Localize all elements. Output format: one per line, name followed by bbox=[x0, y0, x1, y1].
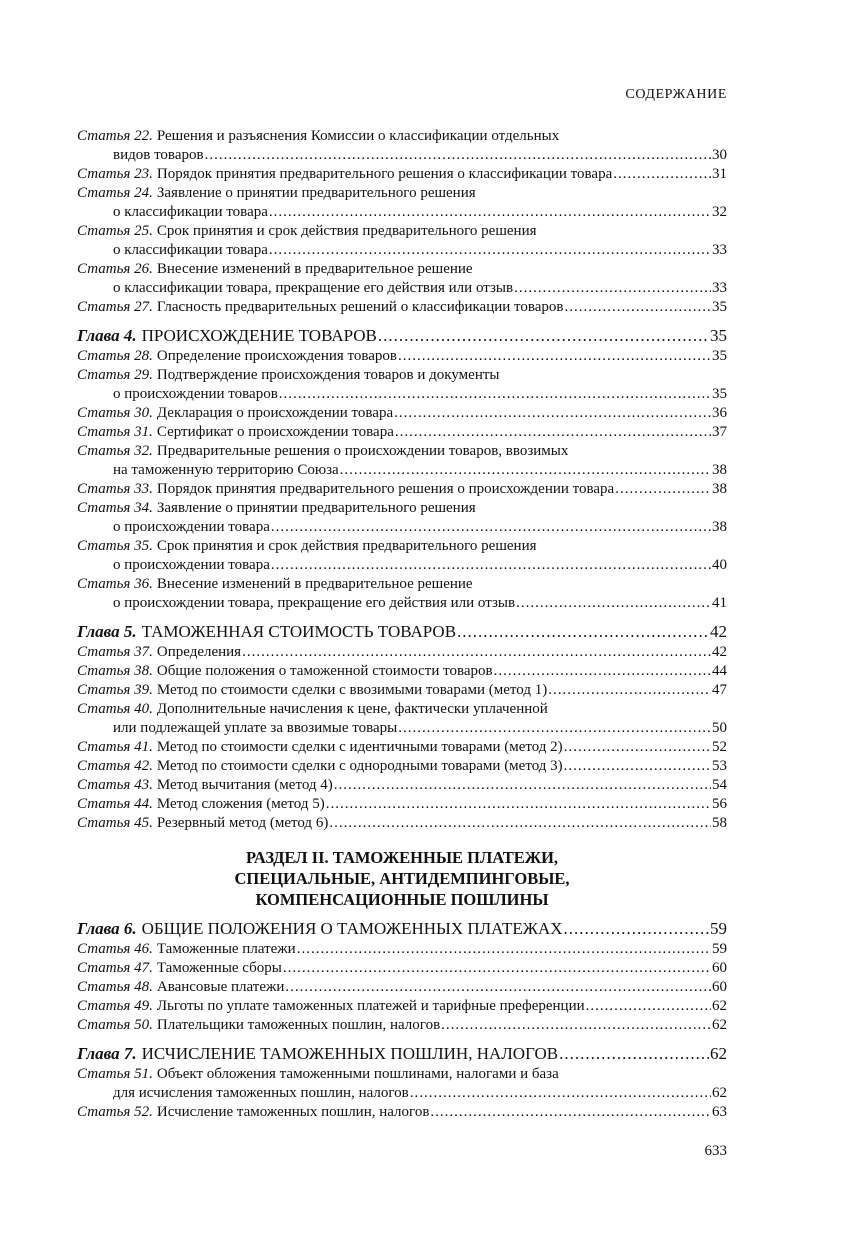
entry-line bbox=[77, 700, 727, 719]
dot-leader bbox=[559, 1043, 709, 1065]
article-label: Статья 26. bbox=[77, 261, 153, 277]
article-label: Статья 34. bbox=[77, 500, 153, 516]
entry-title: Метод по стоимости сделки с ввозимыми товарами (метод 1) bbox=[156, 682, 548, 698]
article-entry bbox=[77, 662, 727, 681]
chapter-entry bbox=[77, 1043, 727, 1065]
entry-title: Таможенные сборы bbox=[156, 960, 282, 976]
entry-line bbox=[77, 681, 727, 700]
dot-leader bbox=[297, 940, 711, 959]
entry-title: Предварительные решения о происхождении товаров, ввозимых bbox=[156, 443, 569, 459]
entry-page-number: 42 bbox=[710, 622, 727, 641]
article-label: Статья 31. bbox=[77, 424, 153, 440]
entry-title: Метод по стоимости сделки с однородными товарами (метод 3) bbox=[156, 758, 563, 774]
dot-leader bbox=[329, 814, 711, 833]
entry-title: Сертификат о происхождении товара bbox=[156, 424, 394, 440]
entry-title: Гласность предварительных решений о классификации товаров bbox=[156, 299, 564, 315]
entry-title: о происхождении товара bbox=[113, 557, 270, 573]
entry-line bbox=[77, 575, 727, 594]
entry-title: Льготы по уплате таможенных платежей и тарифные преференции bbox=[156, 998, 585, 1014]
dot-leader bbox=[285, 978, 711, 997]
article-entry bbox=[77, 298, 727, 317]
entry-page-number: 36 bbox=[712, 405, 727, 421]
article-entry bbox=[77, 184, 727, 222]
entry-line bbox=[77, 1084, 727, 1103]
entry-page-number: 53 bbox=[712, 758, 727, 774]
entry-line bbox=[77, 662, 727, 681]
article-label: Статья 36. bbox=[77, 576, 153, 592]
dot-leader bbox=[548, 681, 711, 700]
entry-title: Дополнительные начисления к цене, фактически уплаченной bbox=[156, 701, 548, 717]
dot-leader bbox=[269, 203, 711, 222]
entry-page-number: 58 bbox=[712, 815, 727, 831]
article-entry bbox=[77, 1103, 727, 1122]
entry-title: ОБЩИЕ ПОЛОЖЕНИЯ О ТАМОЖЕННЫХ ПЛАТЕЖАХ bbox=[141, 919, 563, 938]
entry-page-number: 60 bbox=[712, 979, 727, 995]
article-label: Статья 25. bbox=[77, 223, 153, 239]
entry-line bbox=[77, 621, 727, 643]
entry-page-number: 35 bbox=[710, 326, 727, 345]
entry-page-number: 30 bbox=[712, 147, 727, 163]
entry-line bbox=[77, 146, 727, 165]
dot-leader bbox=[514, 279, 711, 298]
entry-page-number: 52 bbox=[712, 739, 727, 755]
entry-page-number: 50 bbox=[712, 720, 727, 736]
entry-line bbox=[77, 1016, 727, 1035]
article-entry bbox=[77, 127, 727, 165]
entry-title: Порядок принятия предварительного решения о происхождении товара bbox=[156, 481, 615, 497]
article-entry bbox=[77, 940, 727, 959]
entry-line bbox=[77, 404, 727, 423]
entry-line bbox=[77, 165, 727, 184]
entry-page-number: 59 bbox=[710, 919, 727, 938]
entry-line bbox=[77, 795, 727, 814]
article-entry bbox=[77, 260, 727, 298]
entry-page-number: 41 bbox=[712, 595, 727, 611]
entry-line bbox=[77, 279, 727, 298]
dot-leader bbox=[205, 146, 711, 165]
entry-title: Определения bbox=[156, 644, 242, 660]
dot-leader bbox=[398, 347, 711, 366]
article-label: Статья 29. bbox=[77, 367, 153, 383]
entry-title: Авансовые платежи bbox=[156, 979, 285, 995]
entry-line bbox=[77, 222, 727, 241]
entry-line bbox=[77, 241, 727, 260]
entry-line bbox=[77, 940, 727, 959]
entry-line bbox=[77, 423, 727, 442]
entry-line bbox=[77, 719, 727, 738]
entry-title: Срок принятия и срок действия предварительного решения bbox=[156, 223, 537, 239]
entry-page-number: 40 bbox=[712, 557, 727, 573]
article-label: Статья 49. bbox=[77, 998, 153, 1014]
article-entry bbox=[77, 366, 727, 404]
entry-page-number: 62 bbox=[712, 1085, 727, 1101]
article-entry bbox=[77, 738, 727, 757]
article-entry bbox=[77, 537, 727, 575]
article-label: Статья 40. bbox=[77, 701, 153, 717]
entry-title: ИСЧИСЛЕНИЕ ТАМОЖЕННЫХ ПОШЛИН, НАЛОГОВ bbox=[141, 1044, 559, 1063]
entry-line bbox=[77, 127, 727, 146]
chapter-label: Глава 5. bbox=[77, 622, 137, 641]
entry-line bbox=[77, 325, 727, 347]
dot-leader bbox=[615, 480, 711, 499]
entry-line bbox=[77, 643, 727, 662]
article-label: Статья 27. bbox=[77, 299, 153, 315]
article-label: Статья 30. bbox=[77, 405, 153, 421]
dot-leader bbox=[279, 385, 711, 404]
section-heading bbox=[77, 847, 727, 910]
chapter-label: Глава 6. bbox=[77, 919, 137, 938]
dot-leader bbox=[340, 461, 711, 480]
entry-page-number: 35 bbox=[712, 348, 727, 364]
article-label: Статья 28. bbox=[77, 348, 153, 364]
entry-line bbox=[77, 776, 727, 795]
dot-leader bbox=[395, 423, 711, 442]
entry-title: Заявление о принятии предварительного решения bbox=[156, 185, 476, 201]
article-entry bbox=[77, 404, 727, 423]
dot-leader bbox=[586, 997, 711, 1016]
article-label: Статья 35. bbox=[77, 538, 153, 554]
entry-page-number: 32 bbox=[712, 204, 727, 220]
entry-line bbox=[77, 738, 727, 757]
entry-title: Подтверждение происхождения товаров и документы bbox=[156, 367, 500, 383]
entry-line bbox=[77, 757, 727, 776]
entry-line bbox=[77, 385, 727, 404]
entry-title: ТАМОЖЕННАЯ СТОИМОСТЬ ТОВАРОВ bbox=[141, 622, 457, 641]
dot-leader bbox=[516, 594, 711, 613]
entry-page-number: 60 bbox=[712, 960, 727, 976]
entry-title: Срок принятия и срок действия предварительного решения bbox=[156, 538, 537, 554]
dot-leader bbox=[565, 298, 711, 317]
entry-page-number: 35 bbox=[712, 386, 727, 402]
chapter-label: Глава 7. bbox=[77, 1044, 137, 1063]
entry-line bbox=[77, 347, 727, 366]
entry-line bbox=[77, 556, 727, 575]
entry-title: Метод по стоимости сделки с идентичными товарами (метод 2) bbox=[156, 739, 563, 755]
running-head: СОДЕРЖАНИЕ bbox=[625, 87, 727, 102]
dot-leader bbox=[613, 165, 711, 184]
entry-page-number: 56 bbox=[712, 796, 727, 812]
article-entry bbox=[77, 997, 727, 1016]
entry-title: Общие положения о таможенной стоимости товаров bbox=[156, 663, 493, 679]
entry-page-number: 38 bbox=[712, 481, 727, 497]
article-label: Статья 43. bbox=[77, 777, 153, 793]
entry-line bbox=[77, 1103, 727, 1122]
chapter-label: Глава 4. bbox=[77, 326, 137, 345]
dot-leader bbox=[269, 241, 711, 260]
dot-leader bbox=[398, 719, 711, 738]
article-entry bbox=[77, 757, 727, 776]
entry-title: Порядок принятия предварительного решения о классификации товара bbox=[156, 166, 613, 182]
dot-leader bbox=[283, 959, 711, 978]
article-label: Статья 24. bbox=[77, 185, 153, 201]
article-label: Статья 39. bbox=[77, 682, 153, 698]
article-label: Статья 51. bbox=[77, 1066, 153, 1082]
article-entry bbox=[77, 423, 727, 442]
section-heading-line: КОМПЕНСАЦИОННЫЕ ПОШЛИНЫ bbox=[255, 890, 549, 909]
entry-line bbox=[77, 298, 727, 317]
article-entry bbox=[77, 165, 727, 184]
table-of-contents bbox=[77, 127, 727, 1122]
entry-title: Определение происхождения товаров bbox=[156, 348, 397, 364]
dot-leader bbox=[457, 621, 709, 643]
entry-page-number: 59 bbox=[712, 941, 727, 957]
entry-line bbox=[77, 366, 727, 385]
dot-leader bbox=[326, 795, 711, 814]
dot-leader bbox=[394, 404, 711, 423]
entry-title: или подлежащей уплате за ввозимые товары bbox=[113, 720, 398, 736]
entry-line bbox=[77, 997, 727, 1016]
article-entry bbox=[77, 643, 727, 662]
entry-line bbox=[77, 1043, 727, 1065]
article-entry bbox=[77, 347, 727, 366]
entry-page-number: 31 bbox=[712, 166, 727, 182]
article-label: Статья 47. bbox=[77, 960, 153, 976]
entry-page-number: 35 bbox=[712, 299, 727, 315]
entry-page-number: 33 bbox=[712, 242, 727, 258]
entry-line bbox=[77, 442, 727, 461]
dot-leader bbox=[441, 1016, 711, 1035]
article-label: Статья 41. bbox=[77, 739, 153, 755]
chapter-entry bbox=[77, 325, 727, 347]
article-label: Статья 48. bbox=[77, 979, 153, 995]
dot-leader bbox=[564, 918, 709, 940]
dot-leader bbox=[271, 556, 711, 575]
article-label: Статья 37. bbox=[77, 644, 153, 660]
entry-title: о классификации товара bbox=[113, 204, 268, 220]
article-entry bbox=[77, 959, 727, 978]
entry-page-number: 37 bbox=[712, 424, 727, 440]
entry-title: Объект обложения таможенными пошлинами, налогами и база bbox=[156, 1066, 559, 1082]
chapter-entry bbox=[77, 621, 727, 643]
entry-line bbox=[77, 1065, 727, 1084]
entry-page-number: 33 bbox=[712, 280, 727, 296]
article-label: Статья 44. bbox=[77, 796, 153, 812]
entry-line bbox=[77, 978, 727, 997]
article-entry bbox=[77, 700, 727, 738]
entry-line bbox=[77, 518, 727, 537]
entry-line bbox=[77, 537, 727, 556]
dot-leader bbox=[430, 1103, 711, 1122]
entry-page-number: 47 bbox=[712, 682, 727, 698]
dot-leader bbox=[271, 518, 711, 537]
dot-leader bbox=[378, 325, 709, 347]
article-label: Статья 52. bbox=[77, 1104, 153, 1120]
article-entry bbox=[77, 681, 727, 700]
article-label: Статья 42. bbox=[77, 758, 153, 774]
entry-line bbox=[77, 203, 727, 222]
article-entry bbox=[77, 499, 727, 537]
entry-page-number: 38 bbox=[712, 462, 727, 478]
entry-title: Внесение изменений в предварительное решение bbox=[156, 576, 473, 592]
article-label: Статья 45. bbox=[77, 815, 153, 831]
article-label: Статья 23. bbox=[77, 166, 153, 182]
entry-line bbox=[77, 260, 727, 279]
article-label: Статья 32. bbox=[77, 443, 153, 459]
entry-title: видов товаров bbox=[113, 147, 204, 163]
entry-title: Таможенные платежи bbox=[156, 941, 296, 957]
article-label: Статья 46. bbox=[77, 941, 153, 957]
section-heading-line: РАЗДЕЛ II. ТАМОЖЕННЫЕ ПЛАТЕЖИ, bbox=[245, 848, 559, 867]
entry-title: на таможенную территорию Союза bbox=[113, 462, 339, 478]
chapter-entry bbox=[77, 918, 727, 940]
dot-leader bbox=[242, 643, 711, 662]
entry-page-number: 62 bbox=[712, 998, 727, 1014]
article-entry bbox=[77, 776, 727, 795]
entry-page-number: 42 bbox=[712, 644, 727, 660]
entry-title: Резервный метод (метод 6) bbox=[156, 815, 329, 831]
dot-leader bbox=[334, 776, 711, 795]
article-entry bbox=[77, 1016, 727, 1035]
dot-leader bbox=[494, 662, 711, 681]
document-page bbox=[77, 0, 727, 1241]
entry-page-number: 62 bbox=[712, 1017, 727, 1033]
entry-title: Внесение изменений в предварительное решение bbox=[156, 261, 473, 277]
entry-title: о происхождении товаров bbox=[113, 386, 278, 402]
entry-line bbox=[77, 594, 727, 613]
article-entry bbox=[77, 795, 727, 814]
article-entry bbox=[77, 442, 727, 480]
entry-title: Плательщики таможенных пошлин, налогов bbox=[156, 1017, 441, 1033]
article-entry bbox=[77, 222, 727, 260]
article-label: Статья 22. bbox=[77, 128, 153, 144]
article-label: Статья 38. bbox=[77, 663, 153, 679]
article-entry bbox=[77, 575, 727, 613]
entry-title: Исчисление таможенных пошлин, налогов bbox=[156, 1104, 430, 1120]
entry-page-number: 44 bbox=[712, 663, 727, 679]
entry-page-number: 63 bbox=[712, 1104, 727, 1120]
dot-leader bbox=[410, 1084, 711, 1103]
entry-line bbox=[77, 814, 727, 833]
article-entry bbox=[77, 1065, 727, 1103]
page-number: 633 bbox=[704, 1143, 727, 1159]
article-entry bbox=[77, 480, 727, 499]
article-label: Статья 50. bbox=[77, 1017, 153, 1033]
section-heading-line: СПЕЦИАЛЬНЫЕ, АНТИДЕМПИНГОВЫЕ, bbox=[234, 869, 570, 888]
entry-page-number: 38 bbox=[712, 519, 727, 535]
entry-title: Заявление о принятии предварительного решения bbox=[156, 500, 476, 516]
article-entry bbox=[77, 978, 727, 997]
entry-title: о происхождении товара, прекращение его действия или отзыв bbox=[113, 595, 516, 611]
dot-leader bbox=[564, 757, 711, 776]
entry-title: Метод вычитания (метод 4) bbox=[156, 777, 333, 793]
entry-title: Решения и разъяснения Комиссии о классификации отдельных bbox=[156, 128, 560, 144]
entry-title: о классификации товара bbox=[113, 242, 268, 258]
entry-line bbox=[77, 184, 727, 203]
entry-title: Декларация о происхождении товара bbox=[156, 405, 394, 421]
article-entry bbox=[77, 814, 727, 833]
entry-title: о классификации товара, прекращение его действия или отзыв bbox=[113, 280, 514, 296]
entry-line bbox=[77, 959, 727, 978]
dot-leader bbox=[564, 738, 711, 757]
entry-title: Метод сложения (метод 5) bbox=[156, 796, 325, 812]
entry-title: о происхождении товара bbox=[113, 519, 270, 535]
entry-line bbox=[77, 918, 727, 940]
article-label: Статья 33. bbox=[77, 481, 153, 497]
entry-line bbox=[77, 480, 727, 499]
entry-line bbox=[77, 499, 727, 518]
entry-line bbox=[77, 461, 727, 480]
entry-title: для исчисления таможенных пошлин, налогов bbox=[113, 1085, 409, 1101]
entry-page-number: 62 bbox=[710, 1044, 727, 1063]
entry-title: ПРОИСХОЖДЕНИЕ ТОВАРОВ bbox=[141, 326, 377, 345]
entry-page-number: 54 bbox=[712, 777, 727, 793]
